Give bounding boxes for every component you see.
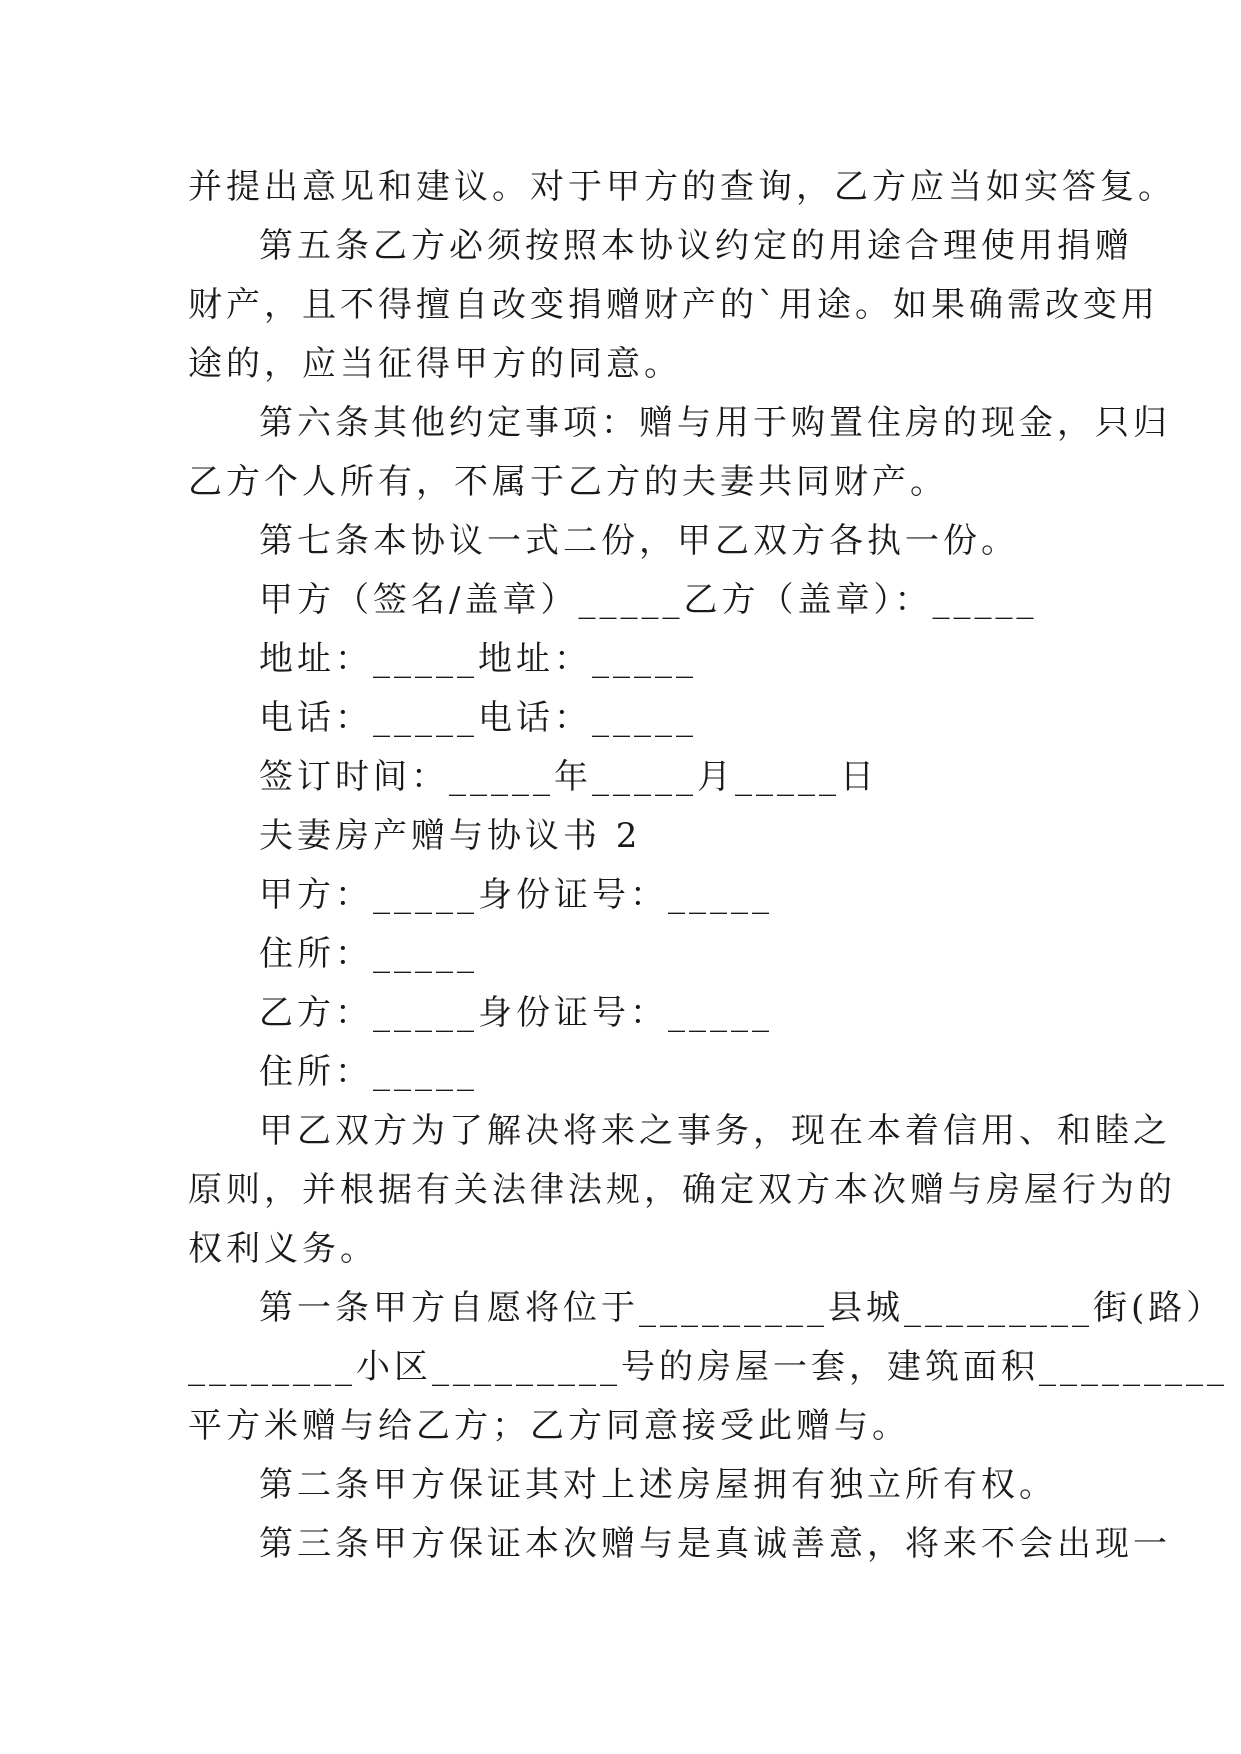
paragraph-line: 财产，且不得擅自改变捐赠财产的`用途。如果确需改变用 bbox=[188, 285, 1159, 325]
article-6-line: 第六条其他约定事项：赠与用于购置住房的现金，只归 bbox=[259, 403, 1171, 443]
party-b-residence-line: 住所：_____ bbox=[259, 1052, 478, 1092]
article-3-line: 第三条甲方保证本次赠与是真诚善意，将来不会出现一 bbox=[259, 1524, 1171, 1564]
article-7-line: 第七条本协议一式二份，甲乙双方各执一份。 bbox=[259, 521, 1019, 561]
agreement-title: 夫妻房产赠与协议书 2 bbox=[259, 816, 642, 856]
paragraph-line: 并提出意见和建议。对于甲方的查询，乙方应当如实答复。 bbox=[188, 167, 1176, 207]
paragraph-line: 平方米赠与给乙方；乙方同意接受此赠与。 bbox=[188, 1406, 910, 1446]
phone-line: 电话：_____电话：_____ bbox=[259, 698, 697, 738]
article-1-line: 第一条甲方自愿将位于_________县城_________街(路） bbox=[259, 1288, 1225, 1328]
paragraph-line: 权利义务。 bbox=[188, 1229, 378, 1269]
article-2-line: 第二条甲方保证其对上述房屋拥有独立所有权。 bbox=[259, 1465, 1057, 1505]
paragraph-line: ________小区_________号的房屋一套，建筑面积_________ bbox=[188, 1347, 1228, 1387]
paragraph-line: 原则，并根据有关法律法规，确定双方本次赠与房屋行为的 bbox=[188, 1170, 1176, 1210]
party-a-line: 甲方：_____身份证号：_____ bbox=[259, 875, 773, 915]
party-a-residence-line: 住所：_____ bbox=[259, 934, 478, 974]
signature-line: 甲方（签名/盖章）_____乙方（盖章）：_____ bbox=[259, 580, 1038, 620]
paragraph-line: 途的，应当征得甲方的同意。 bbox=[188, 344, 682, 384]
article-5-line: 第五条乙方必须按照本协议约定的用途合理使用捐赠 bbox=[259, 226, 1133, 266]
party-b-line: 乙方：_____身份证号：_____ bbox=[259, 993, 773, 1033]
signing-date-line: 签订时间：_____年_____月_____日 bbox=[259, 757, 878, 797]
address-line: 地址：_____地址：_____ bbox=[259, 639, 697, 679]
document-body bbox=[188, 158, 1228, 1574]
preamble-line: 甲乙双方为了解决将来之事务，现在本着信用、和睦之 bbox=[259, 1111, 1171, 1151]
paragraph-line: 乙方个人所有，不属于乙方的夫妻共同财产。 bbox=[188, 462, 948, 502]
